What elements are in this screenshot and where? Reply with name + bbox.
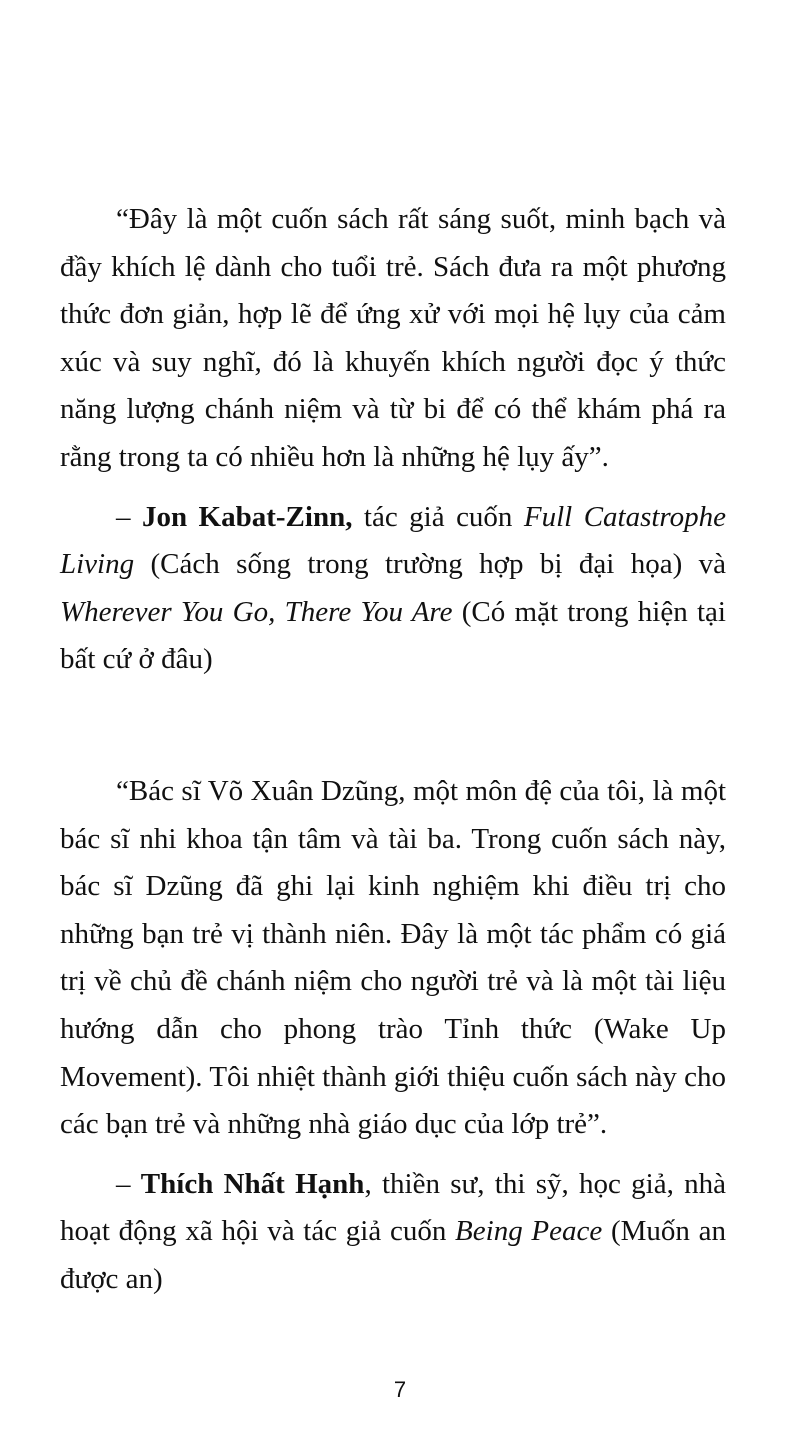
author-name: Thích Nhất Hạnh bbox=[140, 1167, 365, 1200]
attribution-dash: – bbox=[116, 1167, 141, 1200]
section-gap bbox=[60, 684, 726, 768]
book-title: Full Catastrophe Living bbox=[60, 500, 727, 581]
page-number: 7 bbox=[393, 1377, 407, 1402]
author-name: Jon Kabat-Zinn, bbox=[141, 500, 353, 533]
quote-kabat-zinn: “Đây là một cuốn sách rất sáng suốt, minh bạch và đầy khích lệ dành cho tuổi trẻ. Sách đưa ra một phương thức đơn giản, hợp lẽ để ứng xử với mọi hệ lụy của cảm xúc và suy nghĩ, đó là khuyến khích người đọc ý thức năng lượng chánh niệm và từ bi để có thể khám phá ra rằng trong ta có nhiều hơn là những hệ lụy ấy”. bbox=[60, 203, 726, 473]
attribution-text: , thiền sư, thi sỹ, học giả, nhà hoạt động xã hội và tác giả cuốn bbox=[60, 1167, 727, 1248]
quote-thich-nhat-hanh: “Bác sĩ Võ Xuân Dzũng, một môn đệ của tôi, là một bác sĩ nhi khoa tận tâm và tài ba. Trong cuốn sách này, bác sĩ Dzũng đã ghi lại kinh nghiệm khi điều trị cho những bạn trẻ vị thành niên. Đây là một tác phẩm có giá trị về chủ đề chánh niệm cho người trẻ và là một tài liệu hướng dẫn cho phong trào Tỉnh thức (Wake Up Movement). Tôi nhiệt thành giới thiệu cuốn sách này cho các bạn trẻ và những nhà giáo dục của lớp trẻ”. bbox=[60, 774, 726, 1141]
attribution-text: (Muốn an được an) bbox=[60, 1215, 726, 1295]
attribution-kabat-zinn bbox=[60, 494, 726, 684]
book-page-content bbox=[60, 196, 726, 1303]
attribution-text: (Có mặt trong hiện tại bất cứ ở đâu) bbox=[60, 595, 726, 676]
attribution-thich-nhat-hanh bbox=[60, 1161, 726, 1304]
book-title: Being Peace bbox=[455, 1215, 603, 1248]
attribution-text: (Cách sống trong trường hợp bị đại họa) và bbox=[134, 548, 726, 581]
attribution-dash: – bbox=[116, 500, 142, 533]
book-title: Wherever You Go, There You Are bbox=[60, 595, 453, 628]
attribution-text: tác giả cuốn bbox=[352, 500, 524, 533]
